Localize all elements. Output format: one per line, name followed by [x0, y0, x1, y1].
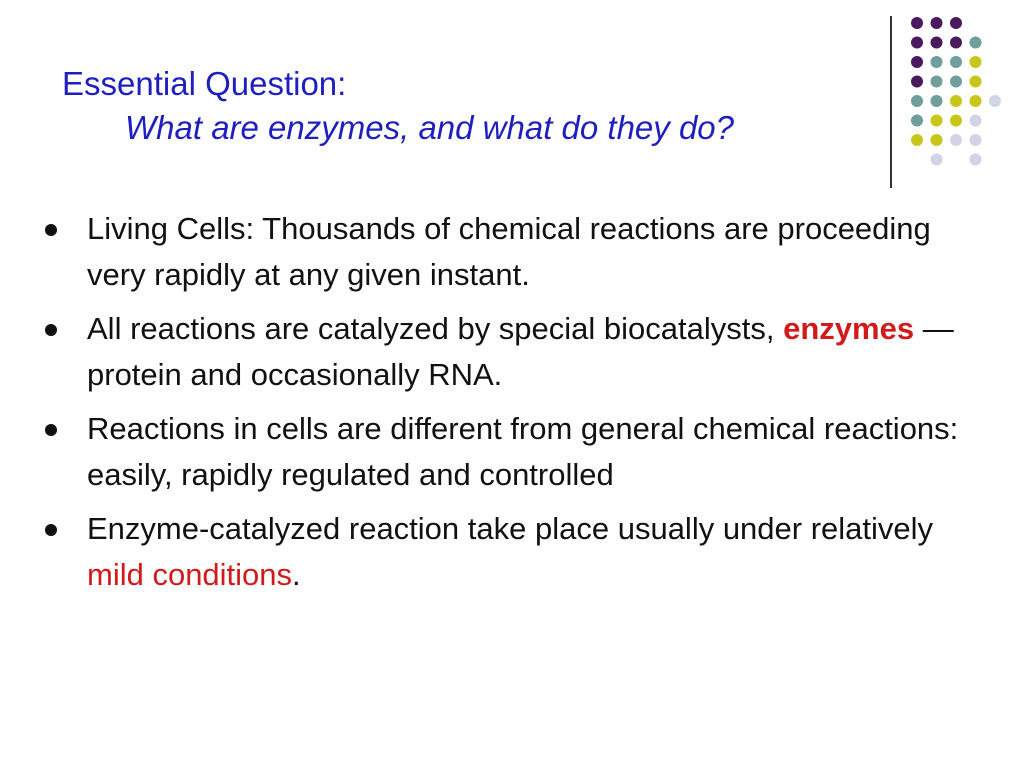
- decorative-dot: [931, 56, 943, 68]
- bullet-item-catalyzed: [44, 306, 984, 398]
- decorative-dot: [931, 134, 943, 146]
- bullet-text: Living Cells: Thousands of chemical reactions are proceeding very rapidly at any given instant.: [87, 211, 931, 292]
- bullet-marker: [45, 224, 57, 236]
- decorative-dot: [950, 76, 962, 88]
- decorative-dot: [911, 56, 923, 68]
- title-line-essential-question: Essential Question:: [62, 65, 347, 102]
- bullet-marker: [45, 324, 57, 336]
- title-line-question: What are enzymes, and what do they do?: [125, 109, 735, 146]
- vertical-divider: [890, 16, 892, 188]
- bullet-text: Reactions in cells are different from general chemical reactions: easily, rapidly regulated and controlled: [87, 411, 959, 492]
- decorative-dot: [950, 56, 962, 68]
- bullet-marker: [45, 424, 57, 436]
- decorative-dot: [911, 115, 923, 127]
- decorative-dot: [931, 17, 943, 29]
- decorative-dot: [931, 115, 943, 127]
- decorative-dot: [950, 134, 962, 146]
- bullet-text-pre: All reactions are catalyzed by special biocatalysts,: [87, 311, 784, 346]
- decorative-dot: [970, 95, 982, 107]
- bullet-text-post: .: [292, 557, 301, 592]
- decorative-dot: [950, 37, 962, 49]
- decorative-dot: [911, 95, 923, 107]
- decorative-dot: [911, 76, 923, 88]
- slide-title: [62, 62, 872, 150]
- decorative-dot: [950, 95, 962, 107]
- decorative-dot: [970, 134, 982, 146]
- bullet-item-living-cells: [44, 206, 984, 298]
- decorative-dot: [931, 95, 943, 107]
- decorative-dot: [950, 115, 962, 127]
- bullet-list: [44, 206, 984, 606]
- decorative-dot: [989, 95, 1001, 107]
- decorative-dot: [911, 134, 923, 146]
- decorative-dot: [931, 154, 943, 166]
- bullet-highlight-mild-conditions: mild conditions: [87, 557, 293, 592]
- decorative-dot: [970, 37, 982, 49]
- decorative-dot: [970, 115, 982, 127]
- bullet-text-pre: Enzyme-catalyzed reaction take place usually under relatively: [87, 511, 934, 546]
- decorative-dot: [970, 154, 982, 166]
- bullet-highlight-enzymes: enzymes: [783, 311, 915, 346]
- decorative-dot: [931, 76, 943, 88]
- bullet-text-post: —protein and occasionally RNA.: [87, 311, 954, 392]
- bullet-item-mild-conditions: [44, 506, 984, 598]
- decorative-dot: [931, 37, 943, 49]
- decorative-dot: [970, 56, 982, 68]
- decorative-dot: [950, 17, 962, 29]
- bullet-item-reactions-in-cells: [44, 406, 984, 498]
- decorative-dot: [911, 17, 923, 29]
- bullet-marker: [45, 524, 57, 536]
- decorative-dot: [970, 76, 982, 88]
- decorative-dot: [911, 37, 923, 49]
